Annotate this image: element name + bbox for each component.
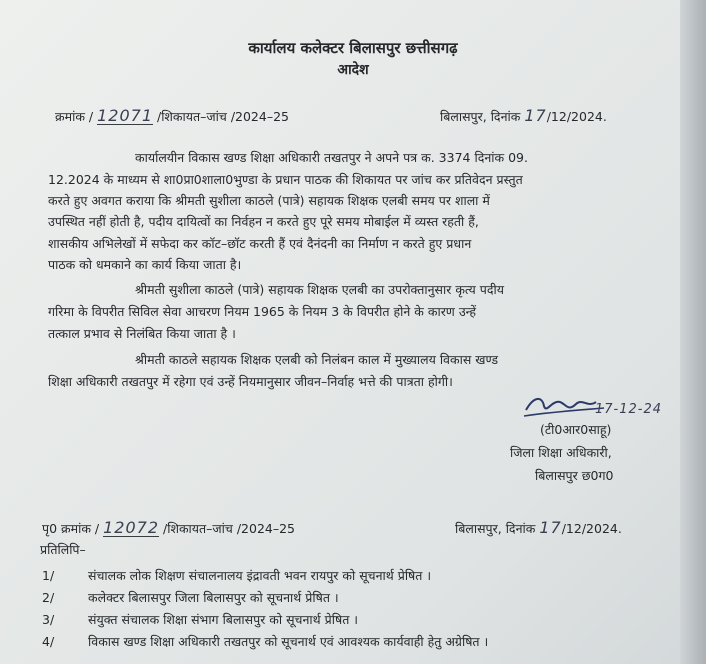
ref-prefix: क्रमांक / — [55, 109, 94, 124]
copy-item-number: 2/ — [42, 590, 55, 605]
endorsement-place-date-prefix: बिलासपुर, दिनांक — [455, 521, 536, 536]
signatory-designation: जिला शिक्षा अधिकारी, — [510, 445, 612, 460]
para1-line2: 12.2024 के माध्यम से शा0प्रा0शाला0भुण्डा के प्रधान पाठक की शिकायत पर जांच कर प्रतिवेदन प्रस्तुत — [48, 172, 523, 187]
copy-item-text: विकास खण्ड शिक्षा अधिकारी तखतपुर को सूचनार्थ एवं आवश्यक कार्यवाही हेतु अग्रेषित । — [88, 634, 489, 649]
ref-number: 12071 — [97, 106, 153, 125]
para2-line2: गरिमा के विपरीत सिविल सेवा आचरण नियम 1965 के नियम 3 के विपरीत होने के कारण उन्हें — [48, 304, 477, 319]
endorsement-date — [455, 520, 622, 537]
place-date-prefix: बिलासपुर, दिनांक — [440, 109, 521, 124]
date-rest: /12/2024. — [546, 109, 607, 124]
endorsement-ref-prefix: पृ0 क्रमांक / — [42, 521, 100, 536]
endorsement-date-rest: /12/2024. — [561, 521, 622, 536]
para2-line1: श्रीमती सुशीला काठले (पात्रे) सहायक शिक्षक एलबी का उपरोक्तानुसार कृत्य पदीय — [135, 282, 505, 297]
paper-edge — [680, 0, 706, 664]
ref-suffix: /शिकायत–जांच /2024–25 — [156, 109, 289, 124]
copy-item-text: कलेक्टर बिलासपुर जिला बिलासपुर को सूचनार्थ प्रेषित । — [88, 590, 339, 605]
endorsement-ref-suffix: /शिकायत–जांच /2024–25 — [163, 521, 296, 536]
endorsement-ref-number: 12072 — [103, 518, 160, 537]
copy-label: प्रतिलिपि– — [40, 542, 86, 557]
office-heading: कार्यालय कलेक्टर बिलासपुर छत्तीसगढ़ — [248, 39, 458, 57]
copy-item-text: संयुक्त संचालक शिक्षा संभाग बिलासपुर को सूचनार्थ प्रेषित । — [88, 612, 359, 627]
copy-item-text: संचालक लोक शिक्षण संचालनालय इंद्रावती भवन रायपुर को सूचनार्थ प्रेषित । — [88, 568, 432, 583]
signatory-name: (टी0आर0साहू) — [540, 422, 612, 437]
copy-item-number: 1/ — [42, 568, 55, 583]
order-reference — [55, 108, 289, 125]
date-day: 17 — [524, 106, 547, 125]
para1-line4: उपस्थित नहीं होती है, पदीय दायित्वों का निर्वहन न करते हुए पूरे समय मोबाईल में व्यस्त रहती हैं, — [48, 214, 479, 229]
para1-line6: पाठक को धमकाने का कार्य किया जाता है। — [48, 257, 242, 272]
endorsement-reference — [42, 520, 295, 537]
copy-item-number: 4/ — [42, 634, 55, 649]
signatory-place: बिलासपुर छ0ग0 — [535, 468, 614, 483]
signature-date: 17-12-24 — [595, 402, 663, 417]
order-title: आदेश — [337, 62, 369, 78]
order-date — [440, 108, 607, 125]
para2-line3: तत्काल प्रभाव से निलंबित किया जाता है । — [48, 326, 236, 341]
para3-line1: श्रीमती काठले सहायक शिक्षक एलबी को निलंबन काल में मुख्यालय विकास खण्ड — [135, 352, 499, 367]
copy-item-number: 3/ — [42, 612, 55, 627]
endorsement-date-day: 17 — [539, 518, 562, 537]
para1-line5: शासकीय अभिलेखों में सफेदा कर कॉट–छॉट करती हैं एवं दैनंदनी का निर्माण न करते हुए प्रधान — [48, 236, 472, 251]
para1-line3: करते हुए अवगत कराया कि श्रीमती सुशीला काठले (पात्रे) सहायक शिक्षक एलबी समय पर शाला में — [48, 193, 490, 208]
para1-line1: कार्यालयीन विकास खण्ड शिक्षा अधिकारी तखतपुर ने अपने पत्र क. 3374 दिनांक 09. — [135, 150, 528, 165]
para3-line2: शिक्षा अधिकारी तखतपुर में रहेगा एवं उन्हें नियमानुसार जीवन–निर्वाह भत्ते की पात्रता होगी। — [48, 374, 453, 389]
